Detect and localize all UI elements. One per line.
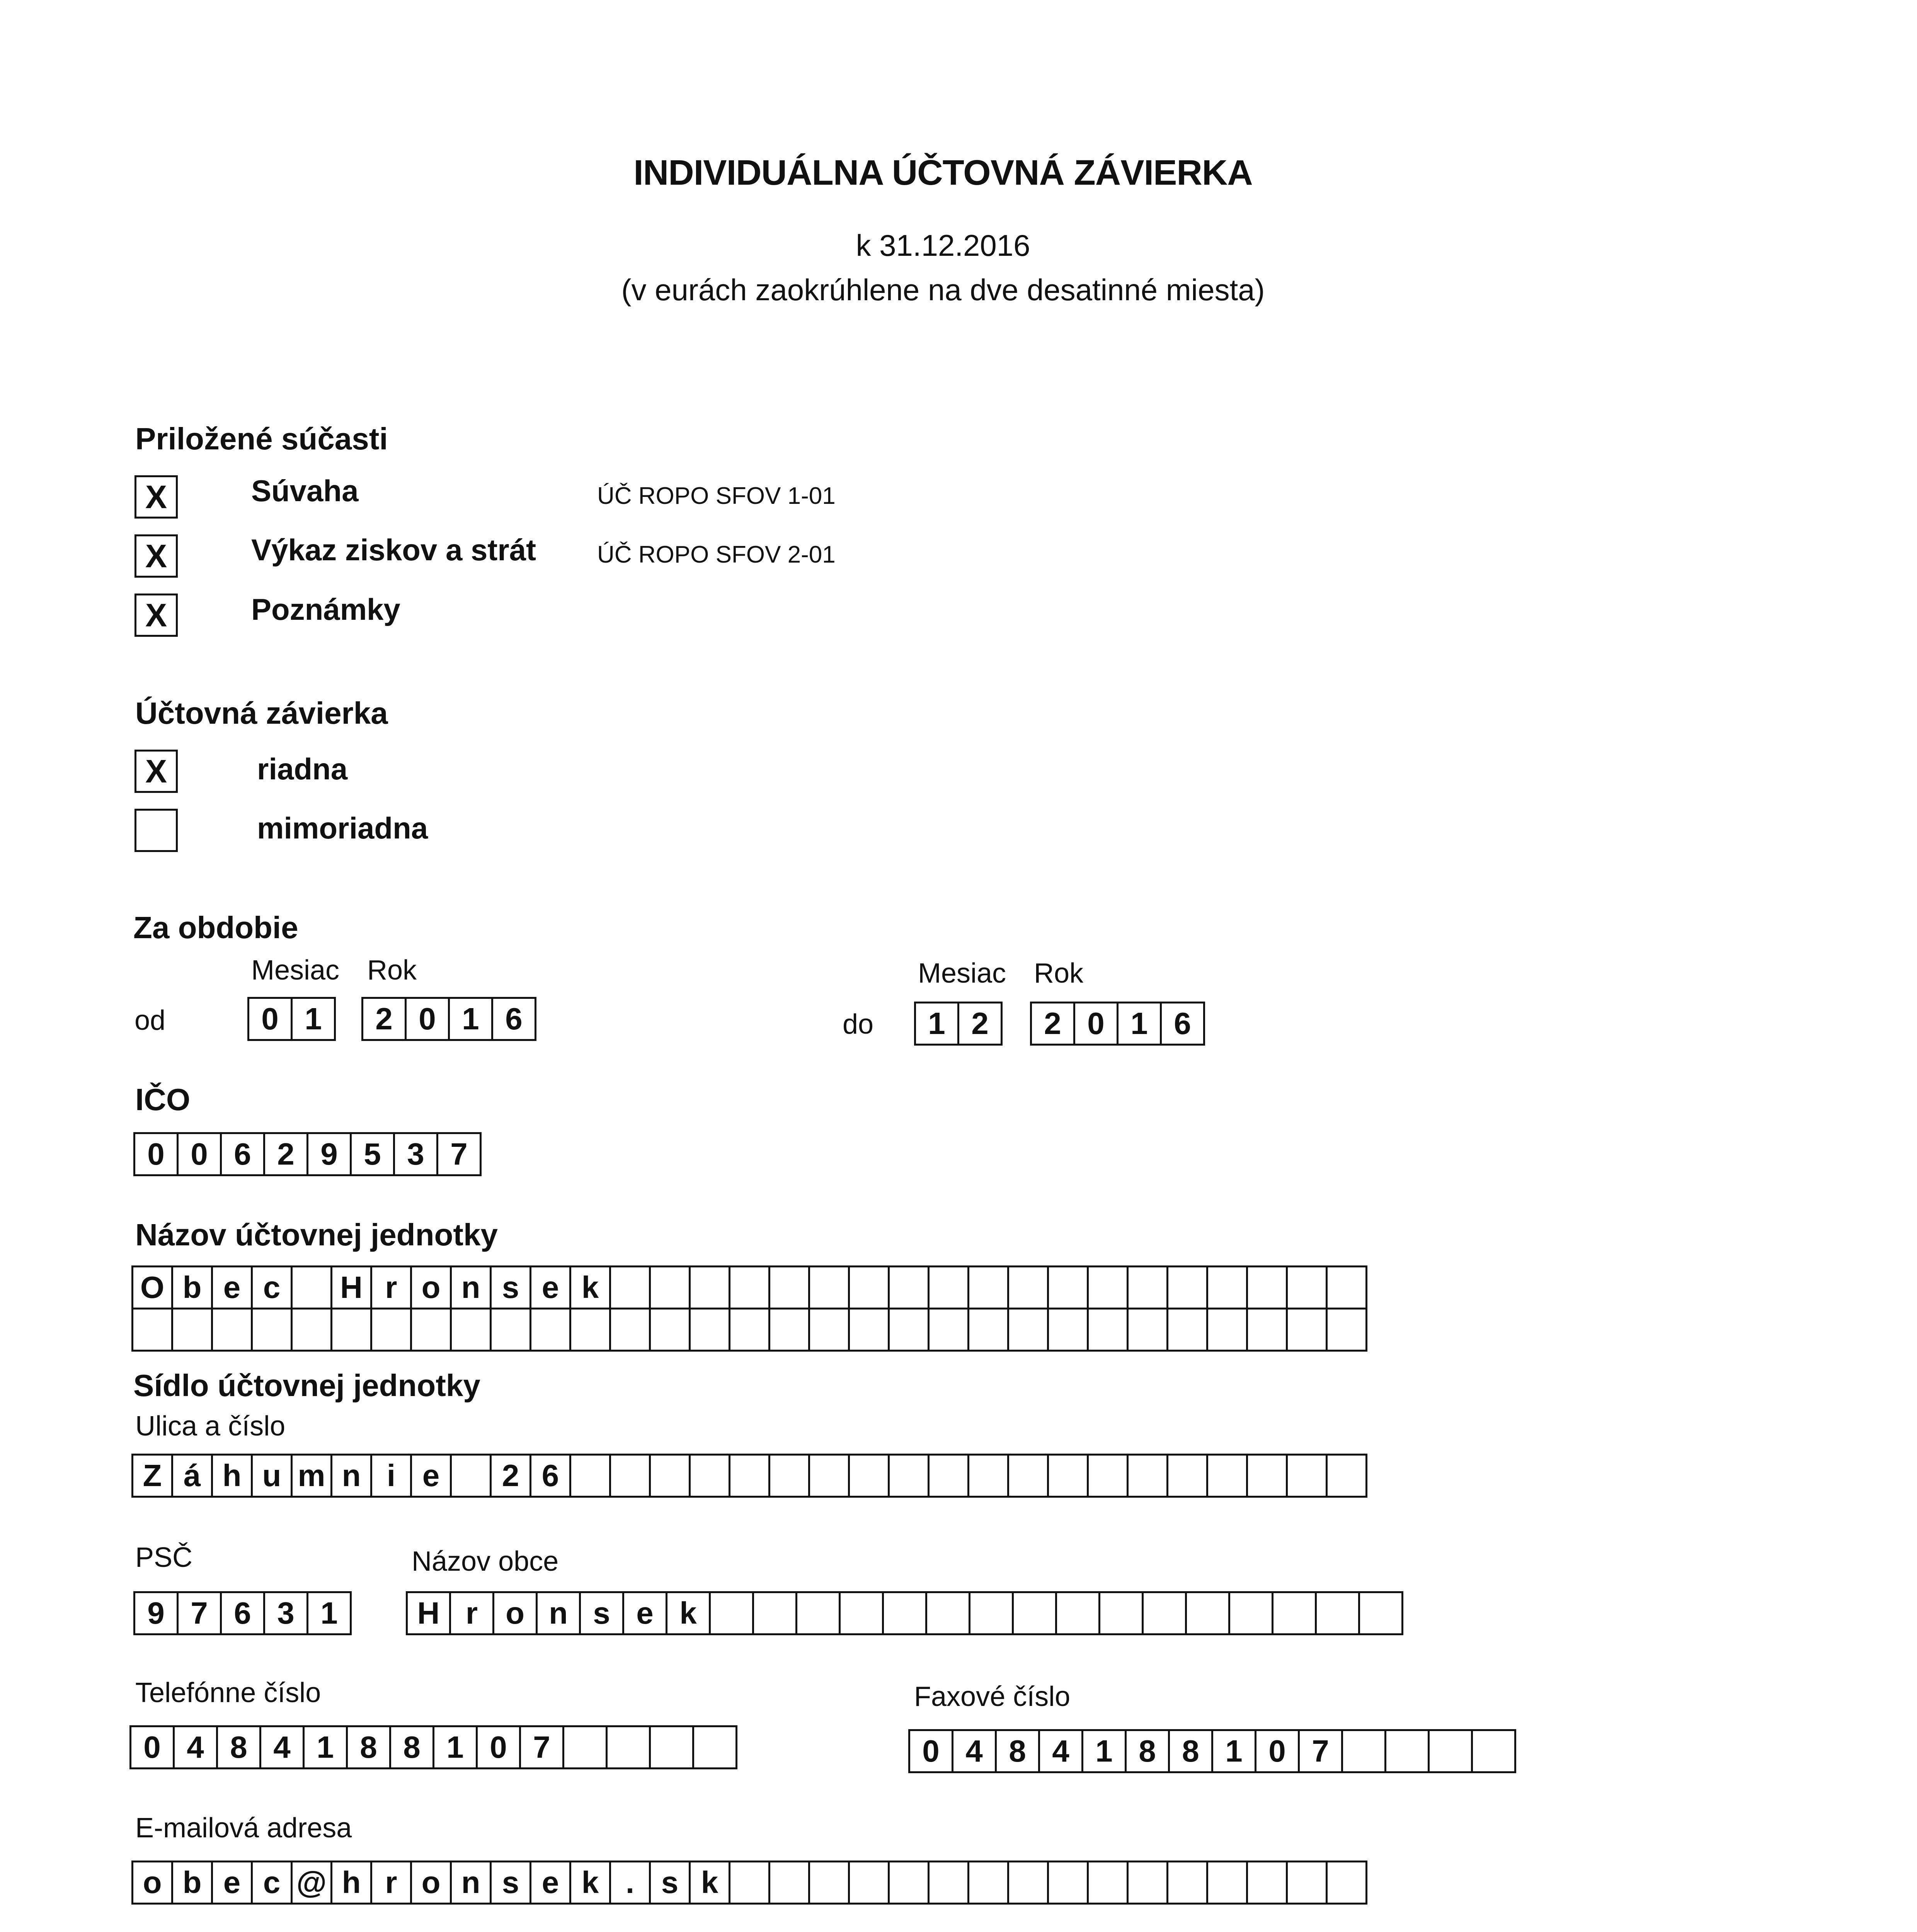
to-month-label: Mesiac [918,958,1006,989]
char-box [848,1265,890,1310]
char-box [1007,1861,1049,1905]
char-box: e [529,1861,571,1905]
to-year-label: Rok [1034,958,1084,989]
char-box: n [536,1591,581,1635]
char-box: 6 [529,1454,571,1498]
char-box [967,1454,1009,1498]
char-box: h [330,1861,372,1905]
char-box [1047,1861,1089,1905]
from-year-boxes[interactable] [361,997,536,1041]
char-box: s [649,1861,691,1905]
char-box [882,1591,927,1635]
char-box: 1 [1081,1729,1127,1773]
char-box [1206,1308,1248,1352]
city-label: Názov obce [412,1546,559,1577]
char-box [768,1454,810,1498]
char-box [1471,1729,1516,1773]
char-box: 8 [995,1729,1040,1773]
digit-box: 6 [1160,1002,1205,1046]
char-box: 0 [476,1725,521,1769]
char-box [1206,1861,1248,1905]
char-box [1326,1454,1367,1498]
char-box: 0 [908,1729,953,1773]
char-box [1246,1861,1288,1905]
char-box [330,1308,372,1352]
char-box: s [490,1861,531,1905]
digit-box: 9 [306,1132,352,1176]
char-box: b [171,1265,213,1310]
char-box: e [410,1454,452,1498]
char-box [1315,1591,1360,1635]
char-box: r [370,1265,412,1310]
to-month-boxes[interactable] [914,1002,1003,1046]
digit-box: 1 [1117,1002,1162,1046]
char-box: 8 [346,1725,391,1769]
email-label: E-mailová adresa [135,1813,352,1844]
char-box [928,1308,969,1352]
from-month-label: Mesiac [251,955,340,986]
char-box [848,1861,890,1905]
address-heading: Sídlo účtovnej jednotky [133,1368,480,1403]
char-box [1286,1265,1328,1310]
vykaz-code: ÚČ ROPO SFOV 2-01 [597,541,836,568]
phone-boxes[interactable] [129,1725,737,1769]
char-box [928,1861,969,1905]
char-box [1326,1265,1367,1310]
char-box [848,1308,890,1352]
email-boxes[interactable] [131,1861,1367,1905]
char-box: s [579,1591,624,1635]
char-box: 4 [173,1725,218,1769]
char-box [729,1308,770,1352]
char-box: 1 [1211,1729,1256,1773]
char-box [1007,1265,1049,1310]
char-box [808,1265,850,1310]
to-label: do [843,1009,874,1040]
char-box [928,1265,969,1310]
char-box [1384,1729,1430,1773]
phone-label: Telefónne číslo [135,1677,321,1708]
digit-box: 1 [291,997,336,1041]
char-box [1428,1729,1473,1773]
char-box [1127,1861,1168,1905]
char-box [1286,1861,1328,1905]
char-box: 6 [220,1591,265,1635]
char-box: n [450,1861,492,1905]
char-box: 0 [1255,1729,1300,1773]
char-box: r [449,1591,494,1635]
digit-box: 5 [350,1132,395,1176]
mimoriadna-label: mimoriadna [257,811,428,845]
city-boxes[interactable] [406,1591,1403,1635]
street-boxes[interactable] [131,1454,1367,1498]
char-box [569,1308,611,1352]
char-box [1272,1591,1317,1635]
char-box [808,1308,850,1352]
char-box: m [291,1454,332,1498]
digit-box: 0 [133,1132,179,1176]
char-box: s [490,1265,531,1310]
char-box [1206,1454,1248,1498]
char-box: o [492,1591,538,1635]
char-box: 7 [1298,1729,1343,1773]
vykaz-checkbox[interactable]: X [134,534,178,578]
char-box: 1 [303,1725,348,1769]
char-box [689,1265,730,1310]
char-box [171,1308,213,1352]
char-box [795,1591,841,1635]
digit-box: 6 [491,997,536,1041]
char-box: 0 [129,1725,175,1769]
ico-label: IČO [135,1082,191,1117]
char-box: o [131,1861,173,1905]
char-box [692,1725,737,1769]
char-box [609,1454,651,1498]
unit-name-row2[interactable] [131,1308,1367,1352]
char-box [848,1454,890,1498]
char-box [131,1308,173,1352]
char-box [649,1308,691,1352]
from-month-boxes[interactable] [247,997,336,1041]
char-box [562,1725,608,1769]
char-box: @ [291,1861,332,1905]
char-box [1286,1454,1328,1498]
char-box: n [450,1265,492,1310]
psc-boxes[interactable] [133,1591,352,1635]
digit-box: 0 [405,997,450,1041]
char-box: e [529,1265,571,1310]
mimoriadna-checkbox[interactable] [134,809,178,852]
char-box [1228,1591,1273,1635]
from-label: od [134,1005,166,1036]
char-box [888,1308,930,1352]
riadna-label: riadna [257,752,348,786]
char-box: 2 [490,1454,531,1498]
suvaha-code: ÚČ ROPO SFOV 1-01 [597,483,836,509]
char-box [1358,1591,1403,1635]
char-box: c [251,1861,293,1905]
char-box: e [622,1591,667,1635]
poznamky-checkbox[interactable]: X [134,594,178,637]
char-box [768,1265,810,1310]
char-box [291,1265,332,1310]
char-box: k [569,1861,611,1905]
char-box [967,1265,1009,1310]
char-box: H [406,1591,451,1635]
digit-box: 0 [247,997,293,1041]
fax-label: Faxové číslo [914,1681,1071,1712]
suvaha-checkbox[interactable]: X [134,475,178,519]
char-box: H [330,1265,372,1310]
char-box [729,1265,770,1310]
char-box: 4 [952,1729,997,1773]
char-box: k [569,1265,611,1310]
char-box: 4 [259,1725,305,1769]
char-box [291,1308,332,1352]
char-box [1246,1308,1288,1352]
char-box: 1 [432,1725,478,1769]
char-box [1087,1308,1129,1352]
document-title: INDIVIDUÁLNA ÚČTOVNÁ ZÁVIERKA [633,153,1253,192]
digit-box: 0 [177,1132,222,1176]
char-box [888,1454,930,1498]
suvaha-label: Súvaha [251,474,359,508]
char-box [925,1591,970,1635]
char-box [888,1861,930,1905]
char-box: k [666,1591,711,1635]
char-box [709,1591,754,1635]
digit-box: 1 [914,1002,959,1046]
char-box [1326,1861,1367,1905]
char-box: b [171,1861,213,1905]
char-box [529,1308,571,1352]
char-box [1326,1308,1367,1352]
char-box [609,1265,651,1310]
char-box [1166,1454,1208,1498]
char-box [1127,1265,1168,1310]
char-box [1047,1265,1089,1310]
currency-note: (v eurách zaokrúhlene na dve desatinné miesta) [621,273,1265,307]
char-box: Z [131,1454,173,1498]
ico-boxes[interactable] [133,1132,482,1176]
char-box: . [609,1861,651,1905]
char-box [450,1454,492,1498]
components-heading: Priložené súčasti [135,422,388,456]
char-box [689,1308,730,1352]
char-box [967,1861,1009,1905]
char-box [450,1308,492,1352]
street-label: Ulica a číslo [135,1411,286,1442]
char-box [729,1861,770,1905]
char-box: e [211,1265,253,1310]
char-box [1047,1308,1089,1352]
char-box: 8 [389,1725,434,1769]
char-box [1142,1591,1187,1635]
char-box: o [410,1861,452,1905]
char-box: k [689,1861,730,1905]
char-box [1127,1454,1168,1498]
char-box [211,1308,253,1352]
digit-box: 7 [436,1132,482,1176]
digit-box: 2 [957,1002,1003,1046]
char-box [888,1265,930,1310]
char-box: 4 [1038,1729,1083,1773]
to-year-boxes[interactable] [1030,1002,1205,1046]
report-date: k 31.12.2016 [856,228,1030,262]
char-box: e [211,1861,253,1905]
char-box: 8 [216,1725,261,1769]
poznamky-label: Poznámky [251,592,400,626]
digit-box: 3 [393,1132,438,1176]
char-box [967,1308,1009,1352]
char-box [609,1308,651,1352]
char-box [689,1454,730,1498]
digit-box: 2 [361,997,407,1041]
char-box [1007,1308,1049,1352]
char-box: 8 [1125,1729,1170,1773]
digit-box: 2 [1030,1002,1075,1046]
char-box: u [251,1454,293,1498]
closing-heading: Účtovná závierka [135,696,388,730]
char-box [1246,1454,1288,1498]
char-box [808,1861,850,1905]
char-box [1127,1308,1168,1352]
char-box: 8 [1168,1729,1213,1773]
char-box [1286,1308,1328,1352]
digit-box: 2 [263,1132,308,1176]
char-box [649,1454,691,1498]
char-box: 9 [133,1591,179,1635]
char-box [370,1308,412,1352]
from-year-label: Rok [367,955,417,986]
char-box: n [330,1454,372,1498]
char-box [1185,1591,1230,1635]
char-box [1206,1265,1248,1310]
char-box: r [370,1861,412,1905]
unit-name-row1[interactable] [131,1265,1367,1310]
char-box [808,1454,850,1498]
char-box [839,1591,884,1635]
char-box: h [211,1454,253,1498]
char-box [1166,1308,1208,1352]
char-box [1047,1454,1089,1498]
char-box: o [410,1265,452,1310]
char-box [569,1454,611,1498]
char-box [1341,1729,1386,1773]
char-box [1166,1861,1208,1905]
char-box: c [251,1265,293,1310]
char-box [649,1725,694,1769]
char-box [1012,1591,1057,1635]
digit-box: 1 [448,997,493,1041]
char-box [969,1591,1014,1635]
char-box [729,1454,770,1498]
char-box [251,1308,293,1352]
char-box [1098,1591,1144,1635]
unit-name-label: Názov účtovnej jednotky [135,1218,498,1252]
psc-label: PSČ [135,1542,193,1573]
char-box [1087,1861,1129,1905]
char-box [1087,1265,1129,1310]
char-box [606,1725,651,1769]
riadna-checkbox[interactable]: X [134,750,178,793]
char-box: 3 [263,1591,308,1635]
vykaz-label: Výkaz ziskov a strát [251,533,536,567]
char-box: i [370,1454,412,1498]
char-box: O [131,1265,173,1310]
char-box: á [171,1454,213,1498]
char-box [1166,1265,1208,1310]
char-box: 7 [519,1725,564,1769]
fax-boxes[interactable] [908,1729,1516,1773]
char-box [649,1265,691,1310]
char-box [410,1308,452,1352]
char-box [928,1454,969,1498]
char-box: 7 [177,1591,222,1635]
char-box [768,1308,810,1352]
digit-box: 6 [220,1132,265,1176]
digit-box: 0 [1073,1002,1119,1046]
char-box [752,1591,797,1635]
char-box [1007,1454,1049,1498]
char-box [1087,1454,1129,1498]
char-box [1246,1265,1288,1310]
char-box: 1 [306,1591,352,1635]
char-box [1055,1591,1100,1635]
char-box [490,1308,531,1352]
char-box [768,1861,810,1905]
period-heading: Za obdobie [133,910,298,945]
